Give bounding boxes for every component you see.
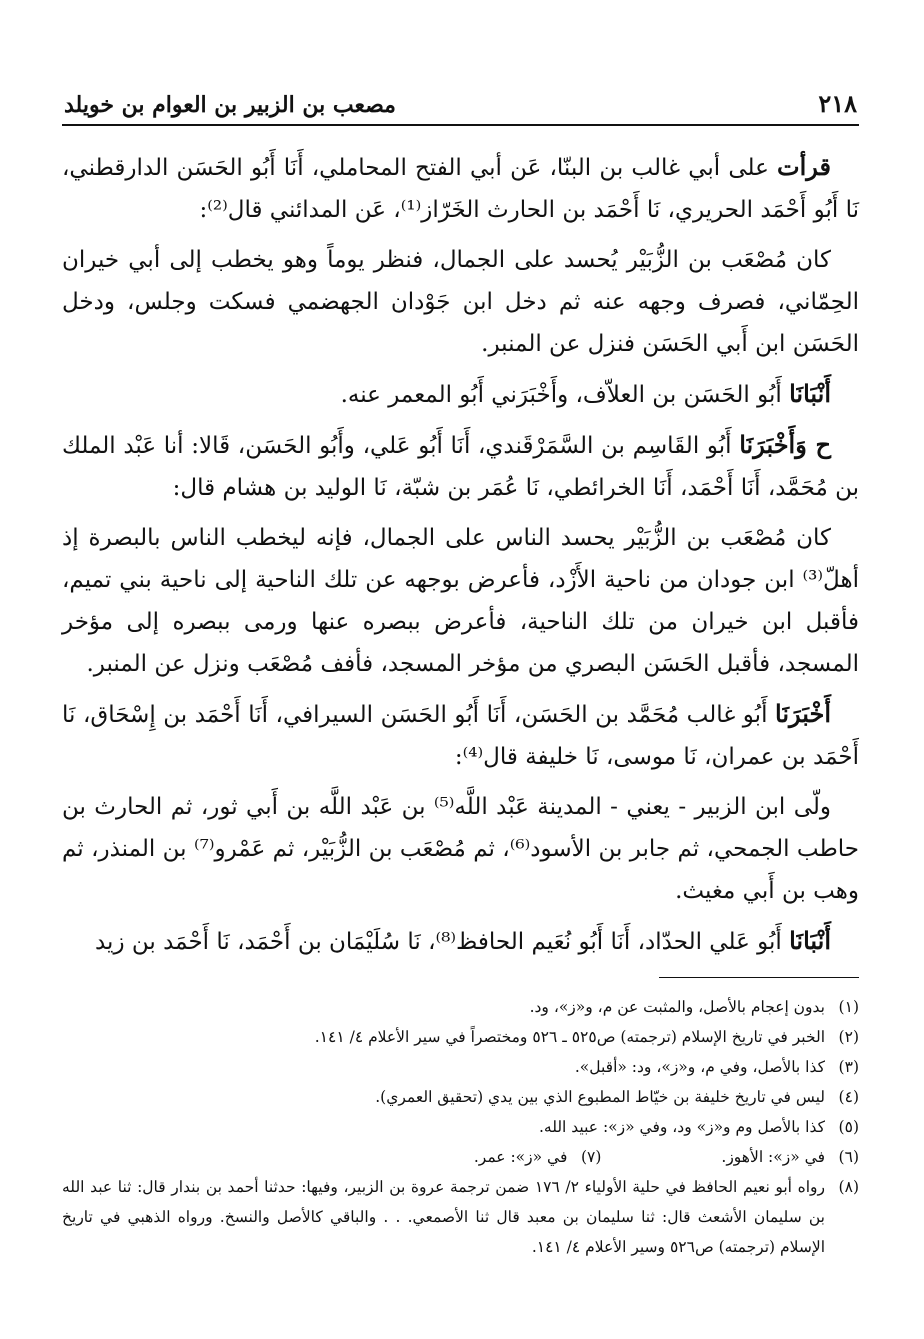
footnote-text: الخبر في تاريخ الإسلام (ترجمته) ص٥٢٥ ـ ٥٢٦ ومختصراً في سير الأعلام ٤/ ١٤١.: [314, 1028, 825, 1046]
footnote-text: ليس في تاريخ خليفة بن خيّاط المطبوع الذي بين يدي (تحقيق العمري).: [375, 1088, 825, 1106]
footnote-number: (٨): [838, 1178, 859, 1196]
footnote-number: (٦): [838, 1148, 859, 1166]
page-header: [62, 84, 859, 126]
footnote-number: (٣): [838, 1058, 859, 1076]
footnote-text: في «ز»: الأهوز.: [721, 1148, 825, 1166]
paragraph-text: أَبُو عَلي الحدّاد، أَنَا أَبُو نُعَيم الحافظ⁽⁸⁾، نَا سُلَيْمَان بن أَحْمَد، نَا أَحْمَد بن زيد: [94, 929, 790, 955]
paragraph-lead: قرأت: [777, 152, 831, 181]
paragraph-lead: ح وَأَخْبَرَنَا: [739, 430, 831, 459]
paragraph-text: أَبُو الحَسَن بن العلاّف، وأَخْبَرَني أَبُو المعمر عنه.: [340, 382, 790, 408]
footnote-text: في «ز»: عمر.: [473, 1148, 568, 1166]
paragraph-5: [62, 517, 859, 685]
footnote-text: كذا بالأصل وم و«ز» ود، وفي «ز»: عبيد الله.: [538, 1118, 825, 1136]
footnote-4: [62, 1082, 859, 1112]
paragraph-7: [62, 786, 859, 912]
paragraph-lead: أَخْبَرَنَا: [775, 699, 831, 728]
paragraph-4: [62, 424, 859, 509]
footnote-text: رواه أبو نعيم الحافظ في حلية الأولياء ٢/ ١٧٦ ضمن ترجمة عروة بن الزبير، وفيها: حدثنا أحمد بن بندار قال: ثنا عبد الله بن سليمان الأشعث قال: ثنا سليمان بن معبد قال ثنا الأصمعي. . . والباقي كالأصل والنسخ. ورواه الذهبي في تاريخ الإسلام (ترجمته) ص٥٢٦ وسير الأعلام ٤/ ١٤١.: [62, 1178, 826, 1256]
main-text: [62, 146, 859, 963]
footnote-3: [62, 1052, 859, 1082]
footnote-divider: [659, 977, 859, 978]
footnote-number: (٧): [580, 1148, 602, 1166]
footnote-7: [474, 1142, 602, 1172]
footnotes: [62, 992, 859, 1262]
paragraph-3: [62, 373, 859, 416]
paragraph-2: [62, 239, 859, 365]
footnote-number: (٢): [838, 1028, 859, 1046]
paragraph-text: كان مُصْعَب بن الزُّبَيْر يُحسد على الجمال، فنظر يوماً وهو يخطب إلى أبي خيران الحِمّاني، فصرف وجهه عنه ثم دخل ابن جَوْدان الجهضمي فسكت وجلس، ودخل الحَسَن ابن أَبي الحَسَن فنزل عن المنبر.: [62, 247, 859, 357]
page-number: ٢١٨: [818, 89, 857, 118]
paragraph-text: ولّى ابن الزبير - يعني - المدينة عَبْد اللَّه⁽⁵⁾ بن عَبْد اللَّه بن أَبي ثور، ثم الحارث بن حاطب الجمحي، ثم جابر بن الأسود⁽⁶⁾، ثم مُصْعَب بن الزُّبَيْر، ثم عَمْرو⁽⁷⁾ بن المنذر، ثم وهب بن أَبي مغيث.: [62, 794, 859, 904]
paragraph-lead: أَنْبَانَا: [789, 379, 831, 408]
footnote-text: كذا بالأصل، وفي م، و«ز»، ود: «أقبل».: [574, 1058, 825, 1076]
paragraph-8: [62, 920, 859, 963]
paragraph-text: كان مُصْعَب بن الزُّبَيْر يحسد الناس على الجمال، فإنه ليخطب الناس بالبصرة إذ أهلّ⁽³⁾ ابن جودان من ناحية الأَزْد، فأعرض بوجهه عن تلك الناحية إلى ناحية بني تميم، فأقبل ابن خيران من تلك الناحية، فأعرض ببصره عنها ورمى ببصره إلى مؤخر المسجد، فأقبل الحَسَن البصري من مؤخر المسجد، فأفف مُصْعَب ونزل عن المنبر.: [62, 525, 859, 677]
paragraph-text: على أبي غالب بن البنّا، عَن أبي الفتح المحاملي، أَنَا أَبُو الحَسَن الدارقطني، نَا أَبُو أَحْمَد الحريري، نَا أَحْمَد بن الحارث الخَرّاز⁽¹⁾، عَن المدائني قال⁽²⁾:: [62, 155, 859, 223]
footnote-6: [721, 1142, 859, 1172]
footnote-number: (٤): [838, 1088, 859, 1106]
footnote-text: بدون إعجام بالأصل، والمثبت عن م، و«ز»، ود.: [529, 998, 825, 1016]
paragraph-1: [62, 146, 859, 231]
paragraph-lead: أَنْبَانَا: [789, 926, 831, 955]
footnote-number: (١): [838, 998, 859, 1016]
footnote-5: [62, 1112, 859, 1142]
footnote-row-6-7: [62, 1142, 859, 1172]
footnote-1: [62, 992, 859, 1022]
footnote-number: (٥): [838, 1118, 859, 1136]
footnote-8: [62, 1172, 859, 1262]
paragraph-6: [62, 693, 859, 778]
paragraph-text: أَبُو غالب مُحَمَّد بن الحَسَن، أَنَا أَبُو الحَسَن السيرافي، أَنَا أَحْمَد بن إِسْحَاق، نَا أَحْمَد بن عمران، نَا موسى، نَا خليفة قال⁽⁴⁾:: [62, 702, 859, 770]
paragraph-text: أَبُو القَاسِم بن السَّمَرْقَندي، أَنَا أَبُو عَلي، وأَبُو الحَسَن، قَالا: أنا عَبْد الملك بن مُحَمَّد، أَنَا أَحْمَد، أَنَا الخرائطي، نَا عُمَر بن شبّة، نَا الوليد بن هشام قال:: [62, 433, 859, 501]
footnote-2: [62, 1022, 859, 1052]
running-title: مصعب بن الزبير بن العوام بن خويلد: [64, 92, 396, 118]
